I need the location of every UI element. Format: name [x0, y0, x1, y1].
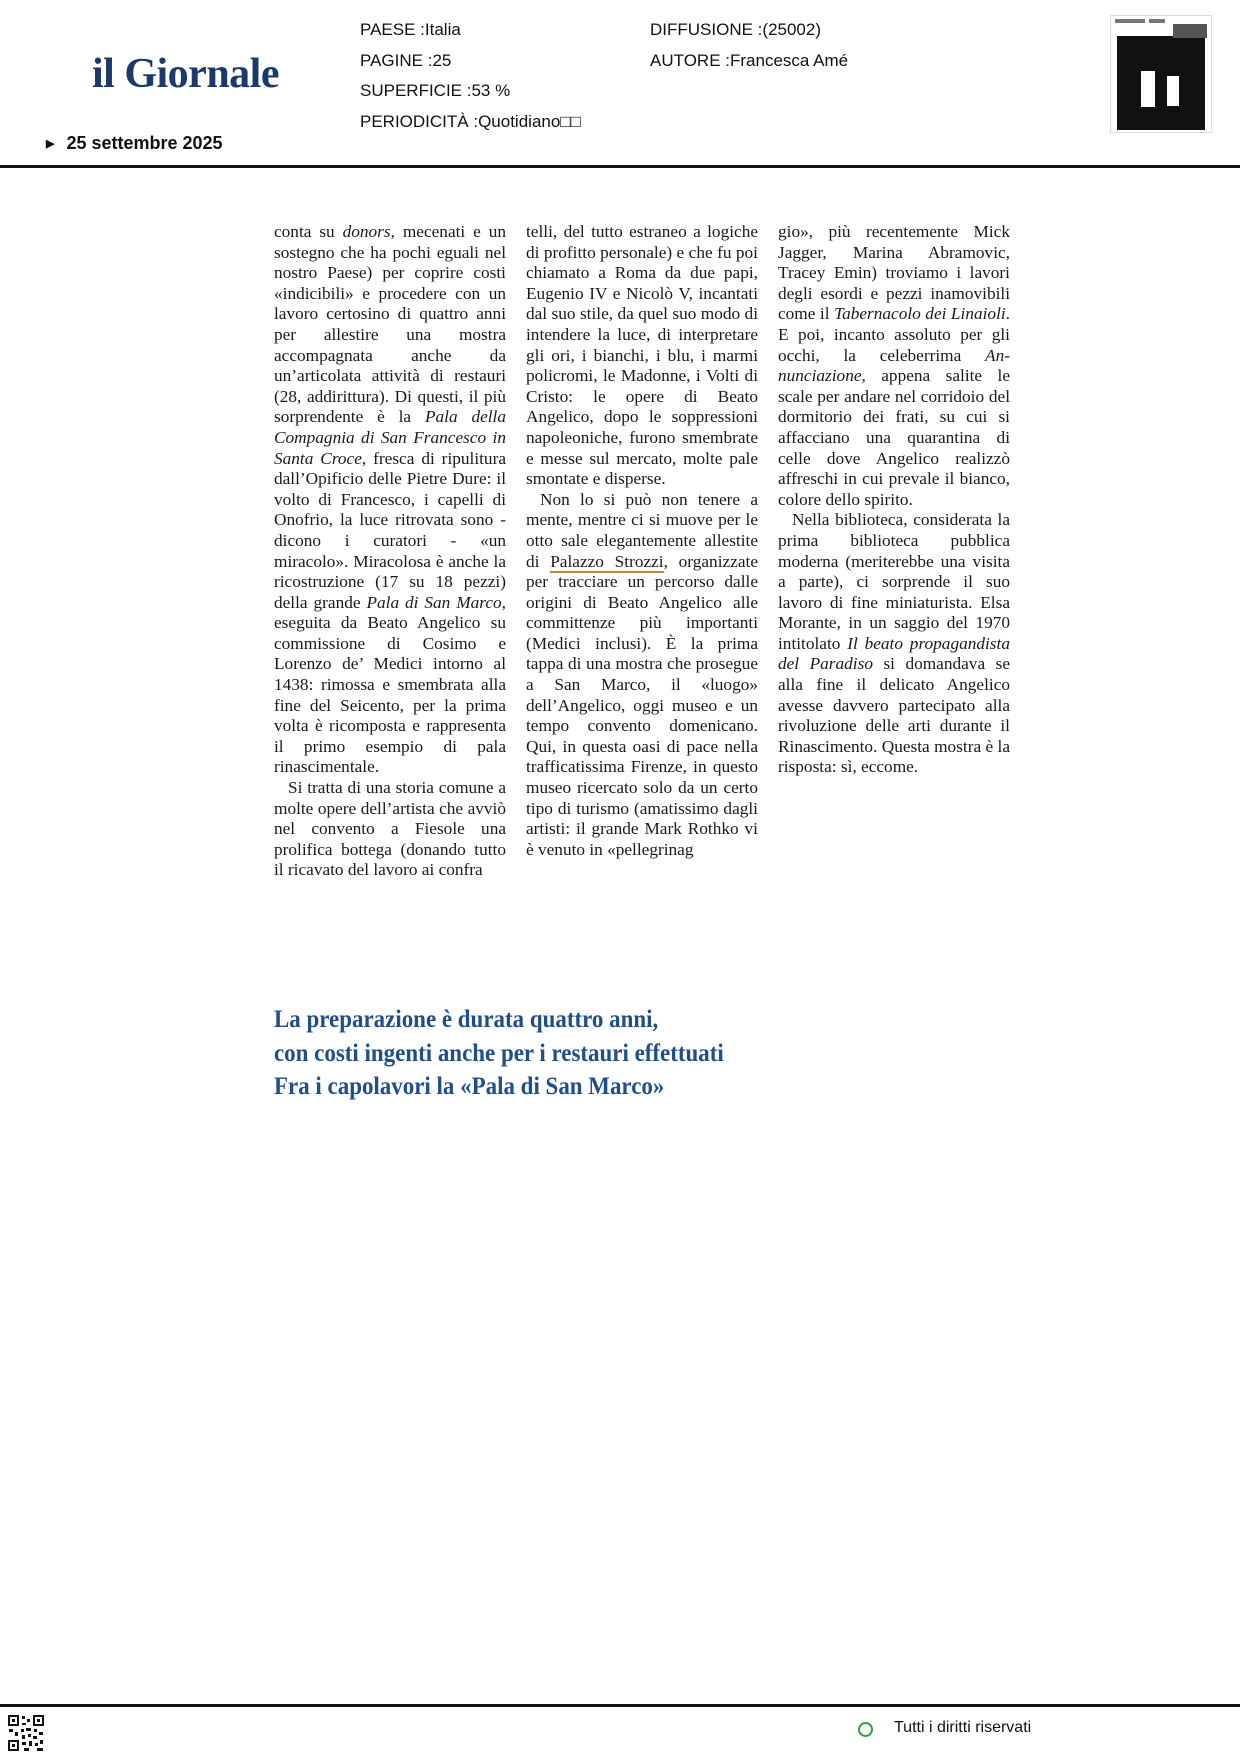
- pagine-label: PAGINE :: [360, 51, 433, 70]
- qr-code-icon: [7, 1714, 45, 1752]
- meta-autore: [650, 51, 848, 71]
- paragraph: conta su donors, mecenati e un sostegno che ha pochi eguali nel nostro Paese) per coprire costi «indicibili» e procedere con un lavoro certosino di quattro anni per allestire una mostra accompagnata anche da un’articolata attività di restauri (28, addirittura). Di questi, il più sorprendente è la Pala della Compagnia di San Francesco in Santa Croce, fresca di ripulitura dall’Opificio delle Pietre Dure: il volto di Francesco, i capelli di Onofrio, la luce ritrovata sono - dicono i curatori - «un miracolo». Miracolosa è anche la ricostruzione (17 su 18 pezzi) della grande Pala di San Marco, eseguita da Beato Angelico su commissione di Cosimo e Lorenzo de’ Medici intorno al 1438: rimossa e smembrata alla fine del Seicento, per la prima volta è ricomposta e rappresenta il primo esempio di pala rinascimentale.: [274, 222, 506, 777]
- thumbnail-gap: [1141, 71, 1155, 107]
- article-column-1: [274, 222, 506, 881]
- article-column-2: [526, 222, 758, 860]
- highlighted-keyword: Palazzo Strozzi: [550, 551, 664, 571]
- newspaper-logo: il Giornale: [92, 51, 279, 97]
- header-divider: [0, 165, 1240, 168]
- meta-diffusione: [650, 20, 821, 40]
- meta-superficie: [360, 81, 510, 101]
- pull-quote-line: La preparazione è durata quattro anni,: [274, 1004, 659, 1033]
- thumbnail-photo: [1173, 24, 1207, 38]
- diffusione-value: (25002): [762, 20, 822, 39]
- paese-value: Italia: [424, 20, 461, 39]
- date-text: 25 settembre 2025: [66, 133, 223, 153]
- autore-value: Francesca Amé: [729, 51, 849, 70]
- superficie-value: 53 %: [471, 81, 511, 100]
- paragraph: telli, del tutto estraneo a logiche di profitto personale) e che fu poi chiamato a Roma da due papi, Eugenio IV e Nicolò V, incantati dal suo stile, da quel suo modo di intendere la luce, di interpretare gli ori, i bianchi, i blu, i marmi policromi, le Madonne, i Volti di Cristo: le opere di Beato Angelico, dopo le soppressioni napoleoniche, furono smembrate e messe sul mercato, molte pale smontate e disperse.: [526, 222, 758, 489]
- thumbnail-masthead: [1115, 19, 1145, 23]
- circle-icon: [858, 1722, 873, 1737]
- superficie-label: SUPERFICIE :: [360, 81, 472, 100]
- periodicita-value: Quotidiano□□: [478, 112, 581, 131]
- periodicita-label: PERIODICITÀ :: [360, 112, 479, 131]
- paragraph: gio», più recentemente Mick Jagger, Marina Abramovic, Tracey Emin) troviamo i lavori degli esordi e pezzi inamovibili come il Tabernacolo dei Linaioli. E poi, incanto assoluto per gli occhi, la celeberrima Annunciazione, appena salite le scale per andare nel corridoio del dormitorio dei frati, su cui si affacciano una quarantina di celle dove Angelico realizzò affreschi in cui prevale il bianco, colore dello spirito.: [778, 222, 1010, 509]
- meta-paese: [360, 20, 461, 40]
- pull-quote-line: con costi ingenti anche per i restauri effettuati: [274, 1037, 724, 1067]
- paragraph: Non lo si può non tenere a mente, mentre ci si muove per le otto sale elegantemente allestite di Palazzo Strozzi, organizzate per tracciare un percorso dalle origini di Beato Angelico alle committenze più importanti (Medici inclusi). È la prima tappa di una mostra che prosegue a San Marco, il «luogo» dell’Angelico, oggi museo e un tempo convento domenicano. Qui, in questa oasi di pace nella trafficatissima Firenze, in questo museo ricercato solo da un certo tipo di turismo (amatissimo dagli artisti: il grande Mark Rothko vi è venuto in «pellegrinag: [526, 489, 758, 859]
- meta-periodicita: [360, 112, 581, 132]
- diffusione-label: DIFFUSIONE :: [650, 20, 763, 39]
- footer-divider: [0, 1704, 1240, 1707]
- pull-quote: [274, 1002, 940, 1103]
- page-thumbnail: [1110, 15, 1212, 133]
- arrow-right-icon: ▶: [46, 138, 55, 150]
- paragraph: Nella biblioteca, considerata la prima biblioteca pubblica moderna (meriterebbe una visita a parte), ci sorprende il suo lavoro di fine miniaturista. Elsa Morante, in un saggio del 1970 intitolato Il beato propagandista del Paradiso si domandava se alla fine il delicato Angelico avesse davvero partecipato alla rivoluzione delle arti durante il Rinascimento. Questa mostra è la risposta: sì, eccome.: [778, 510, 1010, 777]
- autore-label: AUTORE :: [650, 51, 730, 70]
- paese-label: PAESE :: [360, 20, 425, 39]
- paragraph: Si tratta di una storia comune a molte opere dell’artista che avviò nel convento a Fiesole una prolifica bottega (donando tutto il ricavato del lavoro ai confra: [274, 778, 506, 880]
- rights-notice: Tutti i diritti riservati: [894, 1719, 1032, 1736]
- publication-date: [46, 133, 223, 154]
- meta-pagine: [360, 51, 451, 71]
- thumbnail-masthead: [1149, 19, 1165, 23]
- pull-quote-line: Fra i capolavori la «Pala di San Marco»: [274, 1071, 665, 1100]
- article-column-3: [778, 222, 1010, 778]
- pagine-value: 25: [432, 51, 452, 70]
- thumbnail-block: [1117, 36, 1205, 130]
- thumbnail-gap: [1167, 76, 1179, 106]
